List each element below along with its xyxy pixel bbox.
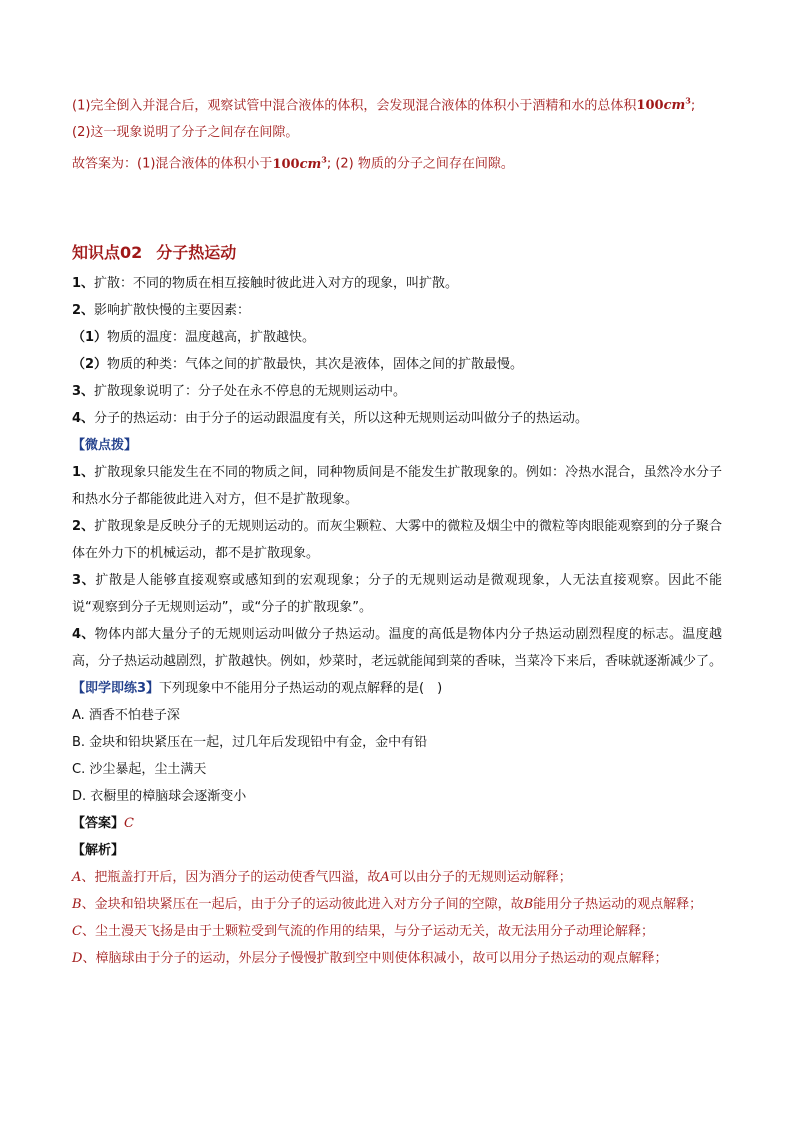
tip-heading: 【微点拨】 bbox=[72, 437, 138, 453]
analysis-b: B、金块和铅块紧压在一起后，由于分子的运动彼此进入对方分子间的空隙，故B能用分子热运动的观点解释； bbox=[72, 896, 703, 912]
top-line-1: (1)完全倒入并混合后，观察试管中混合液体的体积，会发现混合液体的体积小于酒精和水的总体积$100cm^3$; bbox=[72, 96, 696, 114]
point-2: 2、影响扩散快慢的主要因素： bbox=[72, 302, 251, 318]
section-title bbox=[72, 238, 722, 268]
tip-item-1: 1、扩散现象只能发生在不同的物质之间，同种物质间是不能发生扩散现象的。例如：冷热水混合，虽然冷水分子和热水分子都能彼此进入对方，但不是扩散现象。 bbox=[72, 464, 722, 507]
option-d: D. 衣橱里的樟脑球会逐渐变小 bbox=[72, 788, 247, 804]
exercise-tag: 【即学即练3】 bbox=[72, 680, 160, 696]
option-c: C. 沙尘暴起，尘土满天 bbox=[72, 761, 207, 777]
point-4: 4、分子的热运动：由于分子的运动跟温度有关，所以这种无规则运动叫做分子的热运动。 bbox=[72, 410, 589, 426]
top-line-3: 故答案为：(1)混合液体的体积小于$100cm^3$; (2) 物质的分子之间存在间隙。 bbox=[72, 154, 514, 172]
answer-value: C bbox=[124, 815, 134, 831]
answer-line bbox=[72, 810, 722, 837]
point-2-1: （1）物质的温度：温度越高，扩散越快。 bbox=[72, 329, 316, 345]
tip-item-4: 4、物体内部大量分子的无规则运动叫做分子热运动。温度的高低是物体内分子热运动剧烈程度的标志。温度越高，分子热运动越剧烈，扩散越快。例如，炒菜时，老远就能闻到菜的香味，当菜冷下来后，香味就逐渐减少了。 bbox=[72, 626, 723, 669]
top-line-2: (2)这一现象说明了分子之间存在间隙。 bbox=[72, 125, 299, 141]
top-line-1-text: (1)完全倒入并混合后，观察试管中混合液体的体积，会发现混合液体的体积小于酒精和水的总体积 bbox=[72, 98, 637, 114]
option-b: B. 金块和铅块紧压在一起，过几年后发现铅中有金，金中有铅 bbox=[72, 734, 428, 750]
exercise-question: 【即学即练3】下列现象中不能用分子热运动的观点解释的是( ) bbox=[72, 680, 443, 696]
option-a: A. 酒香不怕巷子深 bbox=[72, 707, 180, 723]
tip-item-2: 2、扩散现象是反映分子的无规则运动的。而灰尘颗粒、大雾中的微粒及烟尘中的微粒等肉眼能观察到的分子聚合体在外力下的机械运动，都不是扩散现象。 bbox=[72, 518, 722, 561]
unit-100cm3-b: $100cm^3$ bbox=[272, 154, 327, 172]
answer-label: 【答案】 bbox=[72, 815, 125, 831]
analysis-a: A、把瓶盖打开后，因为酒分子的运动使香气四溢，故A可以由分子的无规则运动解释； bbox=[72, 869, 572, 885]
section-name: 分子热运动 bbox=[156, 242, 237, 262]
analysis-c: C、尘土漫天飞扬是由于土颗粒受到气流的作用的结果，与分子运动无关，故无法用分子动理论解释； bbox=[72, 923, 654, 939]
point-2-2: （2）物质的种类：气体之间的扩散最快，其次是液体，固体之间的扩散最慢。 bbox=[72, 356, 524, 372]
point-1: 1、扩散：不同的物质在相互接触时彼此进入对方的现象，叫扩散。 bbox=[72, 275, 459, 291]
document-page bbox=[72, 88, 722, 972]
section-number: 知识点02 bbox=[72, 242, 143, 262]
unit-100cm3: $100cm^3$ bbox=[636, 96, 691, 114]
analysis-d: D、樟脑球由于分子的运动，外层分子慢慢扩散到空中则使体积减小，故可以用分子热运动的观点解释； bbox=[72, 950, 668, 966]
analysis-label: 【解析】 bbox=[72, 842, 125, 858]
point-3: 3、扩散现象说明了：分子处在永不停息的无规则运动中。 bbox=[72, 383, 407, 399]
tip-item-3: 3、扩散是人能够直接观察或感知到的宏观现象；分子的无规则运动是微观现象，人无法直接观察。因此不能说“观察到分子无规则运动”，或“分子的扩散现象”。 bbox=[72, 572, 722, 615]
